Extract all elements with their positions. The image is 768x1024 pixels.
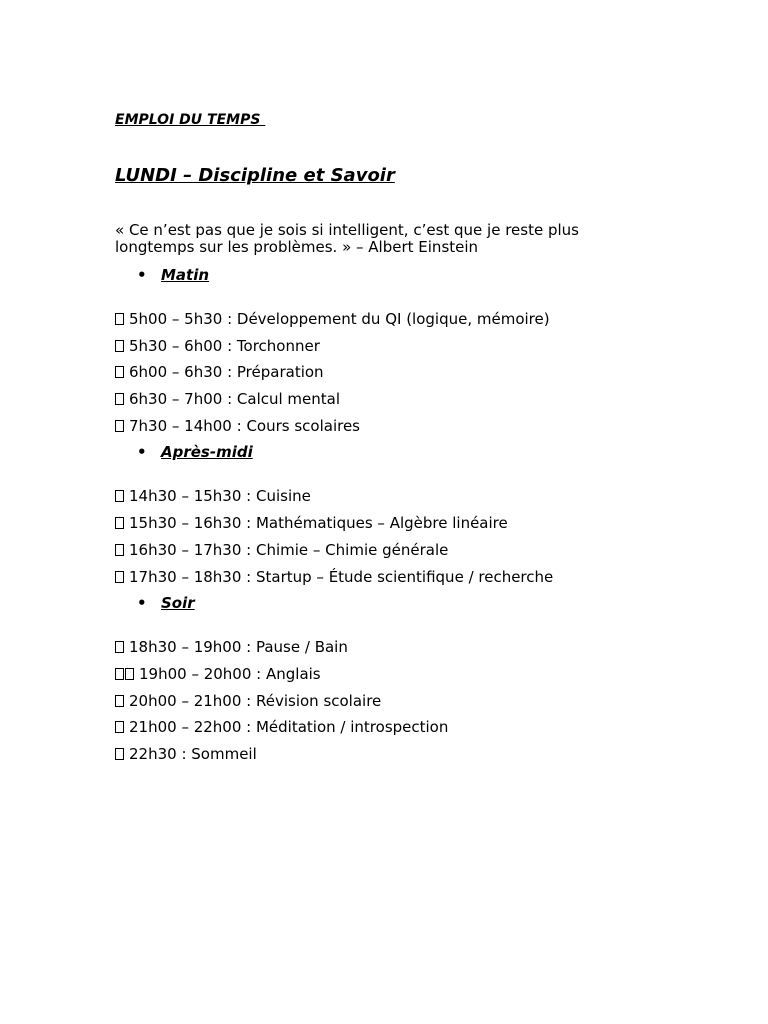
entry-text: 19h00 – 20h00 : Anglais [139,665,321,683]
entry-text: 6h00 – 6h30 : Préparation [129,363,324,381]
entry-text: 6h30 – 7h00 : Calcul mental [129,390,341,408]
schedule-entry [115,363,324,381]
schedule-entry [115,310,550,328]
symbol-icon [115,517,124,529]
symbol-icon [115,544,124,556]
flag-icon [115,668,124,680]
symbol-icon [115,420,124,432]
symbol-icon [115,366,124,378]
entry-text: 7h30 – 14h00 : Cours scolaires [129,417,360,435]
entry-text: 20h00 – 21h00 : Révision scolaire [129,692,382,710]
schedule-entry [115,692,381,710]
schedule-entry [115,568,553,586]
entry-text: 21h00 – 22h00 : Méditation / introspection [129,718,449,736]
symbol-icon [115,340,124,352]
symbol-icon [115,393,124,405]
entry-text: 17h30 – 18h30 : Startup – Étude scientifique / recherche [129,568,554,586]
entry-text: 5h00 – 5h30 : Développement du QI (logique, mémoire) [129,310,550,328]
schedule-entry [115,390,340,408]
symbol-icon [115,490,124,502]
schedule-entry [115,337,320,355]
entry-text: 14h30 – 15h30 : Cuisine [129,487,311,505]
einstein-quote: « Ce n’est pas que je sois si intelligent, c’est que je reste plus longtemps sur les problèmes. » – Albert Einstein [115,221,579,256]
bullet-icon: • [137,443,147,461]
schedule-entry [115,417,360,435]
schedule-entry [115,487,311,505]
section-label: Matin [161,266,210,284]
symbol-icon [115,748,124,760]
schedule-entry [115,718,448,736]
bullet-icon: • [137,594,147,612]
section-heading-soir [137,594,195,612]
bullet-icon: • [137,266,147,284]
section-heading-matin [137,266,209,284]
document-title: EMPLOI DU TEMPS [115,112,266,128]
symbol-icon [115,721,124,733]
section-label: Soir [161,594,195,612]
schedule-entry [115,665,321,683]
section-heading-apres-midi [137,443,253,461]
section-label: Après-midi [161,443,253,461]
symbol-icon [115,313,124,325]
day-heading: LUNDI – Discipline et Savoir [115,165,395,186]
schedule-entry [115,541,448,559]
symbol-icon [115,571,124,583]
entry-text: 18h30 – 19h00 : Pause / Bain [129,638,348,656]
entry-text: 16h30 – 17h30 : Chimie – Chimie générale [129,541,449,559]
symbol-icon [115,695,124,707]
symbol-icon [115,641,124,653]
schedule-entry [115,745,257,763]
schedule-entry [115,514,508,532]
entry-text: 22h30 : Sommeil [129,745,257,763]
entry-text: 15h30 – 16h30 : Mathématiques – Algèbre linéaire [129,514,508,532]
schedule-entry [115,638,348,656]
entry-text: 5h30 – 6h00 : Torchonner [129,337,320,355]
flag-icon [125,668,134,680]
